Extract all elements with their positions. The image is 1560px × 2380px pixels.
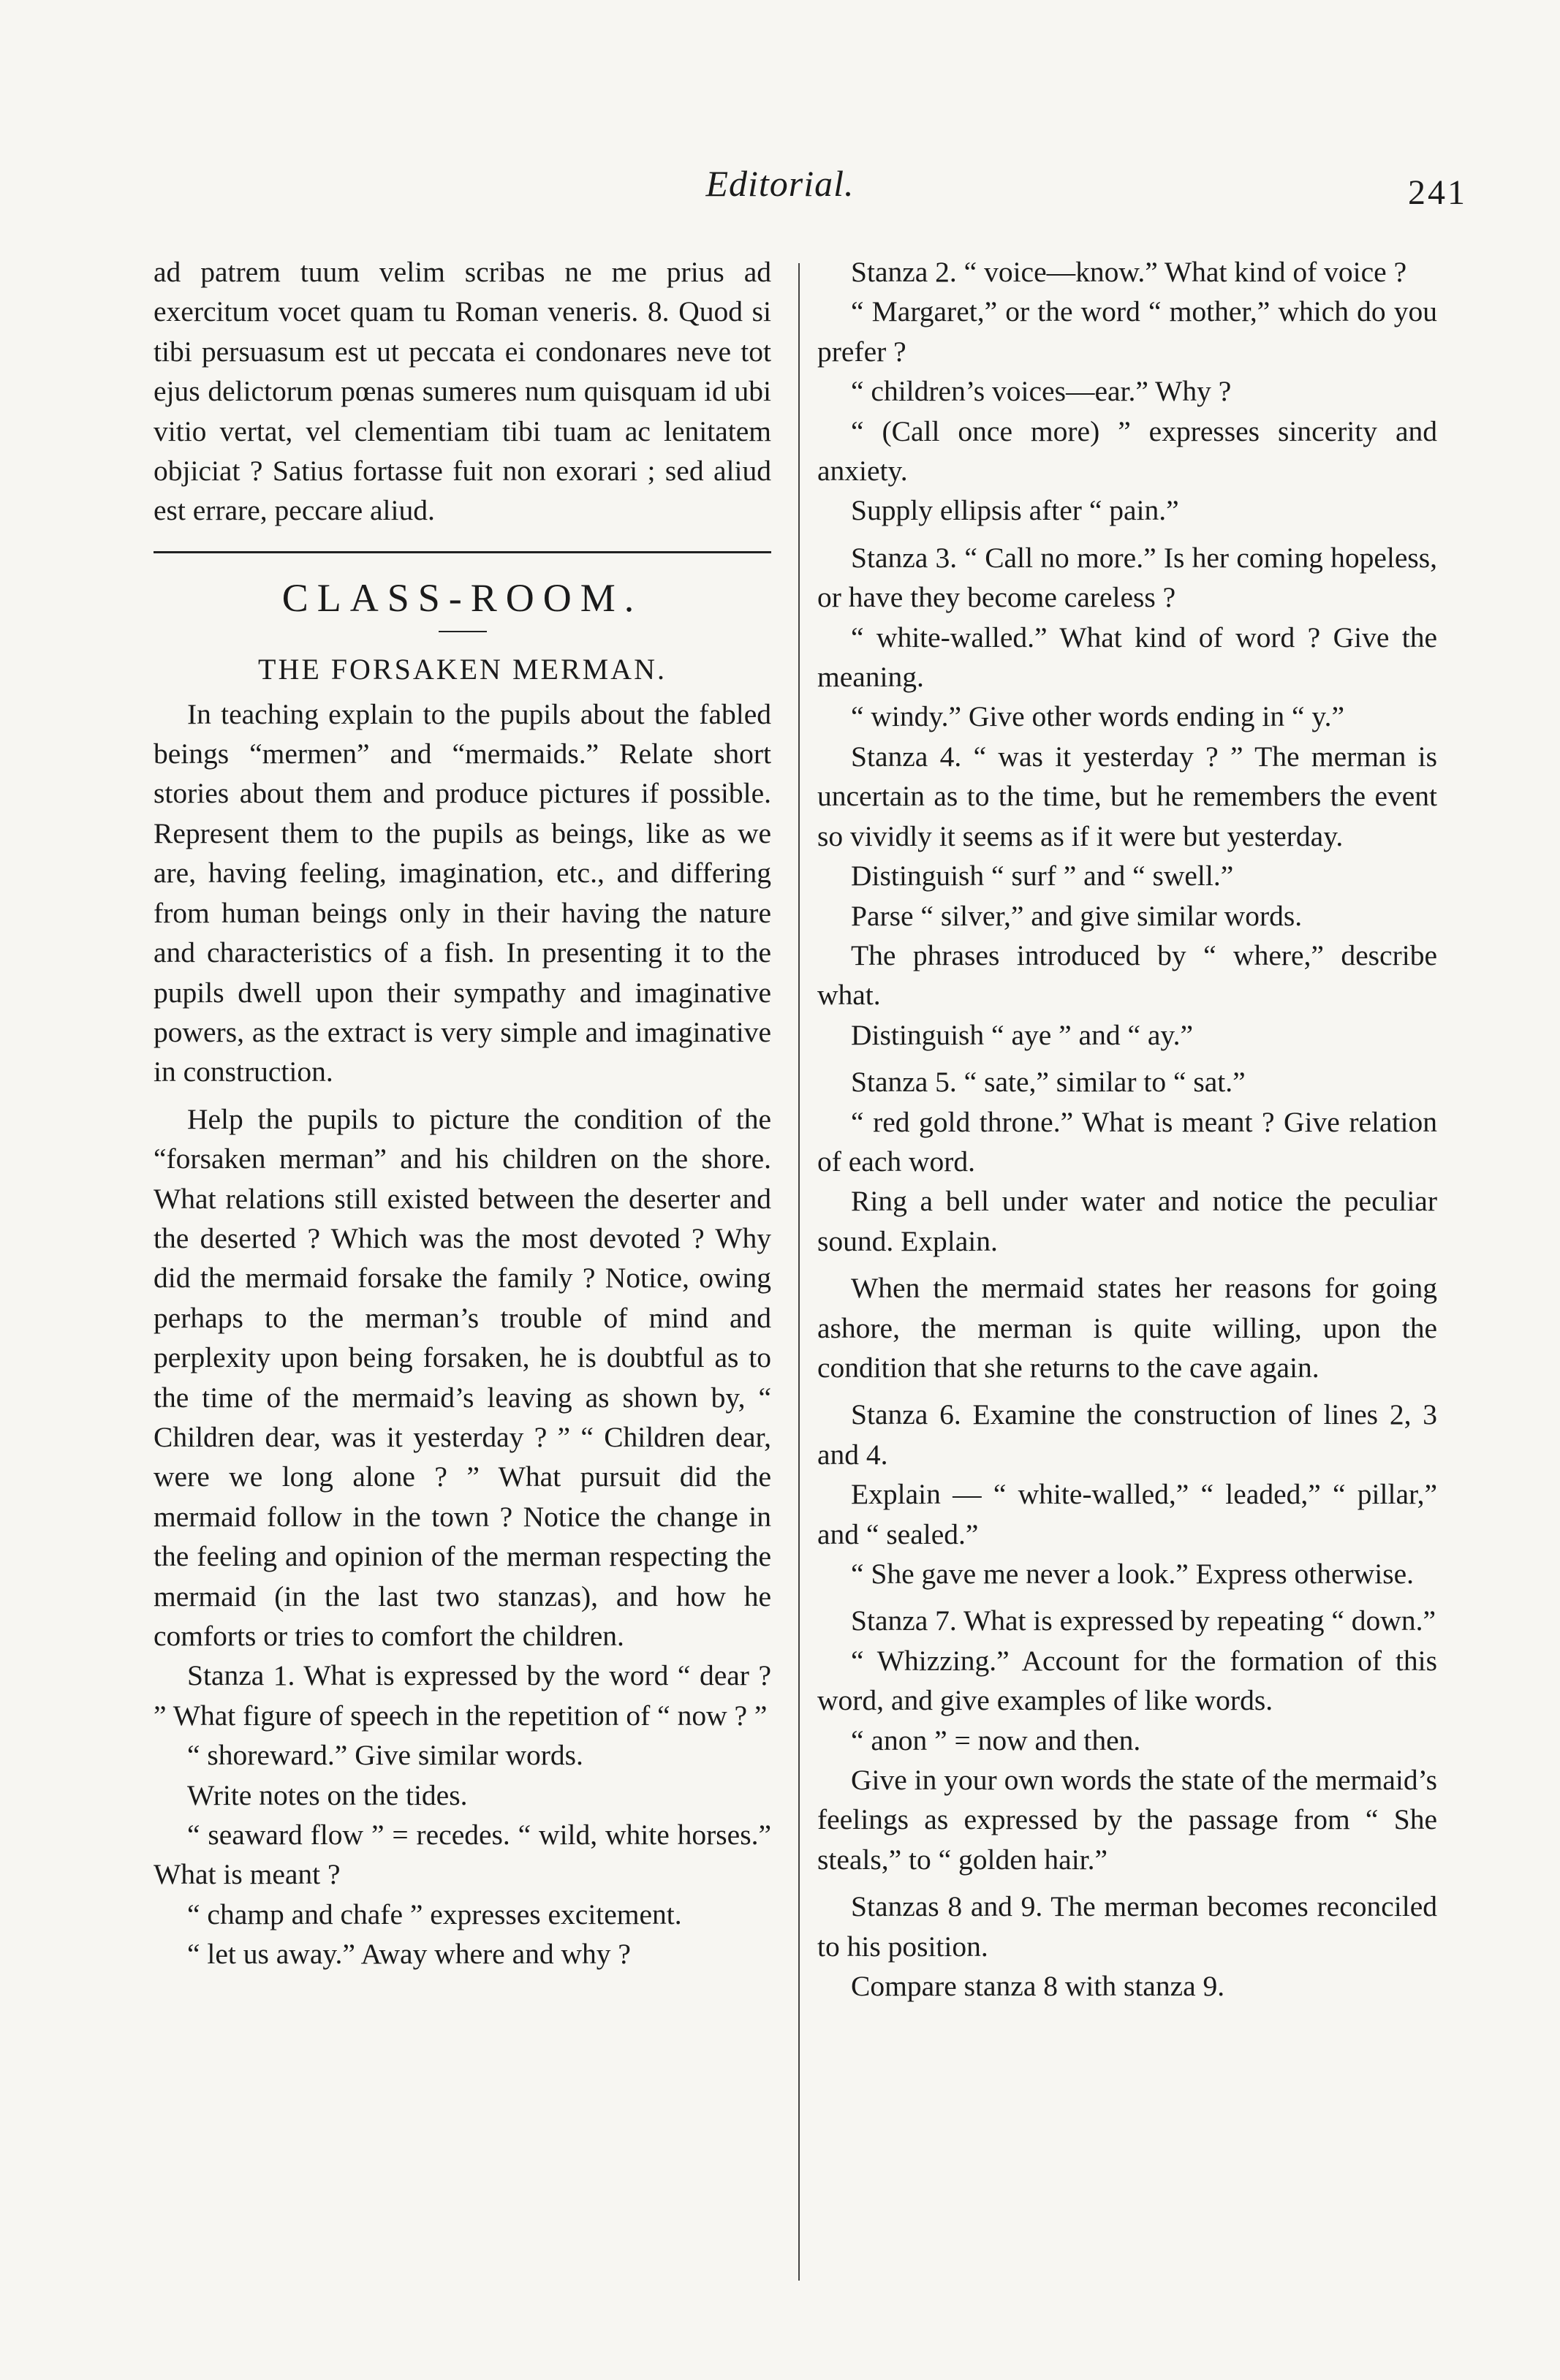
paragraph: “ seaward flow ” = recedes. “ wild, white horses.” What is meant ?	[154, 1819, 771, 1891]
paragraph: “ Whizzing.” Account for the formation of this word, and give examples of like words.	[817, 1644, 1437, 1717]
paragraph: In teaching explain to the pupils about the fabled beings “mermen” and “mermaids.” Relate short stories about them and produce pictures if possible. Represent them to the pupils as beings, like as we are, having feeling, imagination, etc., and differing from human beings only in their having the nature and characteristics of a fish. In presenting it to the pupils dwell upon their sympathy and imaginative powers, as the extract is very simple and imaginative in construction.	[154, 697, 771, 1088]
paragraph: “ Margaret,” or the word “ mother,” which do you prefer ?	[817, 295, 1437, 368]
paragraph: When the mermaid states her reasons for going ashore, the merman is quite willing, upon the condition that she returns to the cave again.	[817, 1272, 1437, 1384]
paragraph: Stanza 1. What is expressed by the word “ dear ? ” What figure of speech in the repetition of “ now ? ”	[154, 1659, 771, 1732]
paragraph: Ring a bell under water and notice the peculiar sound. Explain.	[817, 1185, 1437, 1257]
paragraph: “ white-walled.” What kind of word ? Give the meaning.	[817, 621, 1437, 694]
paragraph: Distinguish “ aye ” and “ ay.”	[851, 1018, 1193, 1051]
left-column	[154, 252, 771, 1974]
paragraph: “ champ and chafe ” expresses excitement.	[187, 1898, 682, 1930]
paragraph: Stanzas 8 and 9. The merman becomes reconciled to his position.	[817, 1890, 1437, 1963]
column-divider	[798, 263, 800, 2281]
running-title: Editorial.	[705, 163, 855, 204]
right-column	[817, 252, 1437, 2006]
page-number: 241	[1408, 173, 1467, 212]
heading-rule	[439, 631, 487, 632]
paragraph: “ red gold throne.” What is meant ? Give relation of each word.	[817, 1105, 1437, 1178]
paragraph: “ children’s voices—ear.” Why ?	[851, 375, 1232, 408]
section-divider	[154, 551, 771, 553]
paragraph: The phrases introduced by “ where,” describe what.	[817, 939, 1437, 1012]
paragraph: “ (Call once more) ” expresses sincerity and anxiety.	[817, 414, 1437, 488]
paragraph: Give in your own words the state of the mermaid’s feelings as expressed by the passage from “ She steals,” to “ golden hair.”	[817, 1764, 1437, 1876]
paragraph: “ windy.” Give other words ending in “ y.”	[851, 700, 1344, 733]
paragraph: Stanza 7. What is expressed by repeating “ down.”	[851, 1604, 1436, 1637]
paragraph: “ anon ” = now and then.	[851, 1724, 1141, 1756]
paragraph: “ shoreward.” Give similar words.	[187, 1739, 583, 1772]
paragraph: Stanza 5. “ sate,” similar to “ sat.”	[851, 1066, 1246, 1099]
paragraph: “ let us away.” Away where and why ?	[187, 1938, 631, 1971]
paragraph: Write notes on the tides.	[187, 1778, 468, 1811]
paragraph: Compare stanza 8 with stanza 9.	[851, 1970, 1225, 2003]
article-title: THE FORSAKEN MERMAN.	[258, 653, 667, 686]
paragraph: Stanza 2. “ voice—know.” What kind of voice ?	[851, 256, 1407, 288]
section-heading: CLASS-ROOM.	[281, 575, 643, 620]
paragraph: Distinguish “ surf ” and “ swell.”	[851, 860, 1234, 892]
paragraph: Explain — “ white-walled,” “ leaded,” “ pillar,” and “ sealed.”	[817, 1478, 1437, 1550]
paragraph: Supply ellipsis after “ pain.”	[851, 494, 1179, 527]
paragraph: Stanza 3. “ Call no more.” Is her coming hopeless, or have they become careless ?	[817, 541, 1437, 614]
paragraph: Stanza 6. Examine the construction of lines 2, 3 and 4.	[817, 1398, 1437, 1471]
paragraph: “ She gave me never a look.” Express otherwise.	[851, 1558, 1414, 1590]
latin-text-paragraph: ad patrem tuum velim scribas ne me prius ad exercitum vocet quam tu Roman veneris. 8. Quod si tibi persuasum est ut peccata ei condonares neve tot ejus delictorum pœnas sumeres num quisquam id ubi vitio vertat, vel clementiam tibi tuam ac lenitatem objiciat ? Satius fortasse fuit non exorari ; sed aliud est errare, peccare aliud.	[154, 256, 771, 527]
paragraph: Parse “ silver,” and give similar words.	[851, 899, 1303, 932]
paragraph: Stanza 4. “ was it yesterday ? ” The merman is uncertain as to the time, but he remembers the event so vividly it seems as if it were but yesterday.	[817, 740, 1437, 852]
paragraph: Help the pupils to picture the condition of the “forsaken merman” and his children on the shore. What relations still existed between the deserter and the deserted ? Which was the most devoted ? Why did the mermaid forsake the family ? Notice, owing perhaps to the merman’s trouble of mind and perplexity upon being forsaken, he is doubtful as to the time of the mermaid’s leaving as shown by, “ Children dear, was it yesterday ? ” “ Children dear, were we long alone ? ” What pursuit did the mermaid follow in the town ? Notice the change in the feeling and opinion of the merman respecting the mermaid (in the last two stanzas), and how he comforts or tries to comfort the children.	[154, 1102, 771, 1652]
